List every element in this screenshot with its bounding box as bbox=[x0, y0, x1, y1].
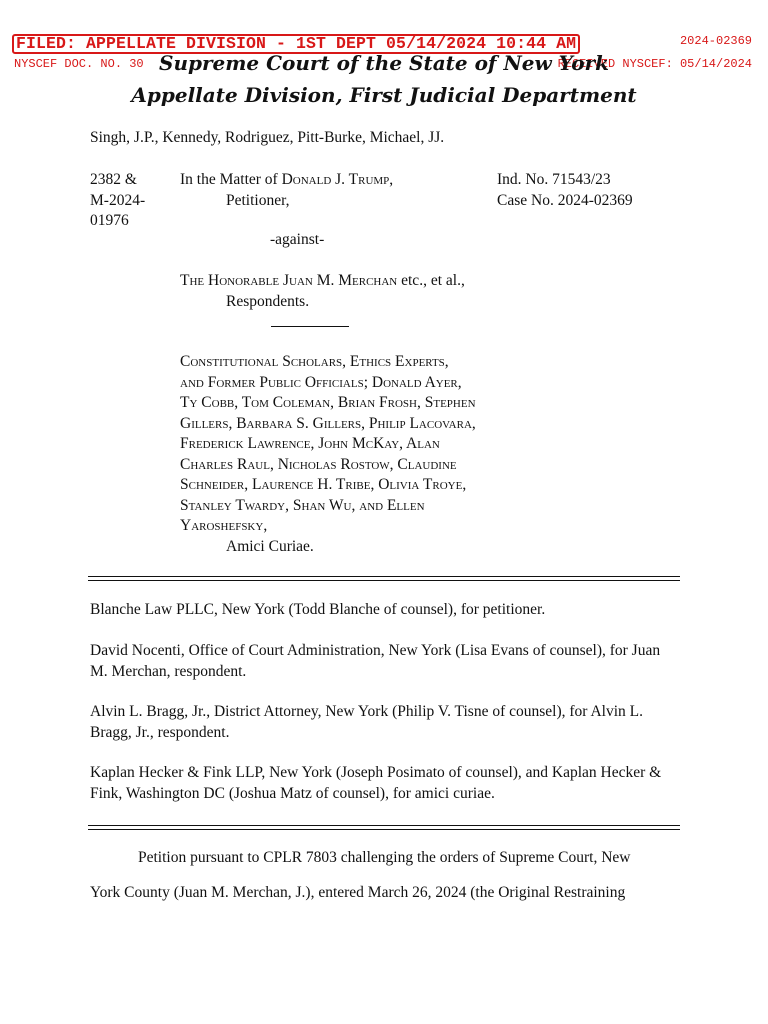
doc-number-stamp: NYSCEF DOC. NO. 30 bbox=[14, 57, 144, 71]
index-number-stamp: 2024-02369 bbox=[679, 34, 752, 48]
matter-prefix: In the Matter of bbox=[180, 171, 282, 188]
counsel-paragraph: Blanche Law PLLC, New York (Todd Blanche of counsel), for petitioner. bbox=[90, 601, 546, 618]
amici-line: and Former Public Officials; Donald Ayer, bbox=[180, 373, 462, 391]
petition-line: Petition pursuant to CPLR 7803 challenging the orders of Supreme Court, New bbox=[138, 849, 631, 866]
counsel-paragraph: Kaplan Hecker & Fink LLP, New York (Joseph Posimato of counsel), and Kaplan Hecker & Fink, Washington DC (Joshua Matz of counsel), for amici curiae. bbox=[90, 764, 662, 802]
amici-line: Frederick Lawrence, John McKay, Alan bbox=[180, 435, 440, 452]
court-title: Supreme Court of the State of New York bbox=[159, 51, 609, 75]
filed-stamp: FILED: APPELLATE DIVISION - 1ST DEPT 05/14/2024 10:44 AM bbox=[12, 34, 580, 54]
amici-line: Schneider, Laurence H. Tribe, Olivia Troye, bbox=[180, 476, 467, 493]
received-stamp: RECEIVED NYSCEF: 05/14/2024 bbox=[557, 57, 752, 71]
division-title: Appellate Division, First Judicial Department bbox=[131, 83, 637, 107]
caption-divider bbox=[271, 326, 349, 327]
respondent-role: Respondents. bbox=[226, 292, 310, 310]
docket-line: M-2024- bbox=[90, 191, 146, 209]
docket-number bbox=[90, 170, 145, 232]
amici-line: Gillers, Barbara S. Gillers, Philip Lacovara, bbox=[180, 414, 476, 432]
docket-line: 01976 bbox=[90, 212, 129, 229]
petition-line: York County (Juan M. Merchan, J.), entered March 26, 2024 (the Original Restraining bbox=[90, 884, 626, 901]
case-numbers bbox=[497, 170, 633, 211]
amici-line: Stanley Twardy, Shan Wu, and Ellen bbox=[180, 496, 425, 514]
amici-line: Constitutional Scholars, Ethics Experts, bbox=[180, 353, 449, 370]
respondent-block bbox=[180, 271, 465, 312]
judges-panel: Singh, J.P., Kennedy, Rodriguez, Pitt-Burke, Michael, JJ. bbox=[90, 129, 445, 146]
respondent-suffix: etc., et al., bbox=[397, 272, 465, 289]
petitioner-role: Petitioner, bbox=[226, 191, 290, 209]
counsel-paragraph: Alvin L. Bragg, Jr., District Attorney, New York (Philip V. Tisne of counsel), for Alvin L. Bragg, Jr., respondent. bbox=[90, 703, 643, 741]
amici-role: Amici Curiae. bbox=[226, 537, 314, 555]
counsel-paragraph: David Nocenti, Office of Court Administration, New York (Lisa Evans of counsel), for Juan M. Merchan, respondent. bbox=[90, 642, 661, 680]
amici-line: Charles Raul, Nicholas Rostow, Claudine bbox=[180, 455, 457, 473]
case-caption bbox=[180, 170, 393, 211]
amici-line: Yaroshefsky, bbox=[180, 517, 268, 534]
against-label: -against- bbox=[270, 231, 325, 248]
petition-paragraph bbox=[90, 840, 680, 910]
petitioner-suffix: , bbox=[389, 171, 394, 188]
section-divider bbox=[88, 576, 680, 581]
petitioner-name: Donald J. Trump bbox=[281, 171, 390, 188]
petitioner-line bbox=[180, 170, 393, 191]
amici-block bbox=[180, 352, 476, 557]
case-number: Case No. 2024-02369 bbox=[497, 191, 633, 209]
section-divider bbox=[88, 825, 680, 830]
amici-line: Ty Cobb, Tom Coleman, Brian Frosh, Stephen bbox=[180, 394, 476, 411]
respondent-name: The Honorable Juan M. Merchan bbox=[180, 272, 398, 289]
docket-line: 2382 & bbox=[90, 171, 137, 188]
indictment-number: Ind. No. 71543/23 bbox=[497, 171, 611, 188]
respondent-line bbox=[180, 271, 465, 292]
